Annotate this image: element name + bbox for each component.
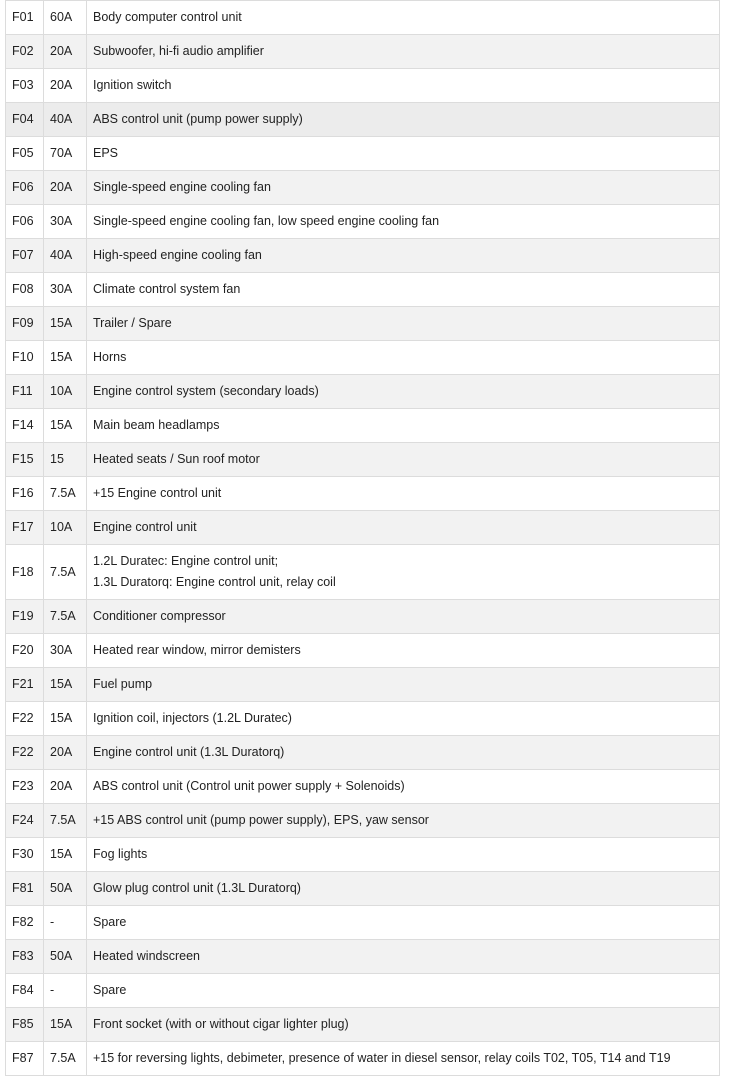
description-cell: [87, 103, 720, 137]
description-line: Heated windscreen: [93, 949, 201, 963]
amperage-cell: 15A: [44, 702, 87, 736]
description-cell: [87, 1008, 720, 1042]
description-cell: [87, 477, 720, 511]
description-cell: [87, 770, 720, 804]
description-line: Body computer control unit: [93, 10, 242, 24]
fuse-id-cell: F11: [6, 375, 44, 409]
description-line: Engine control unit: [93, 520, 197, 534]
amperage-cell: 20A: [44, 736, 87, 770]
table-row: [6, 668, 720, 702]
description-line: EPS: [93, 146, 119, 160]
table-row: [6, 974, 720, 1008]
fuse-id-cell: F24: [6, 804, 44, 838]
fuse-id-cell: F16: [6, 477, 44, 511]
amperage-cell: 15A: [44, 307, 87, 341]
description-line: ABS control unit (pump power supply): [93, 112, 303, 126]
description-cell: [87, 341, 720, 375]
amperage-cell: 30A: [44, 205, 87, 239]
amperage-cell: 20A: [44, 171, 87, 205]
description-line: Front socket (with or without cigar lighter plug): [93, 1017, 349, 1031]
amperage-cell: 20A: [44, 770, 87, 804]
table-row: [6, 341, 720, 375]
description-cell: [87, 1, 720, 35]
description-line: +15 ABS control unit (pump power supply), EPS, yaw sensor: [93, 813, 429, 827]
fuse-id-cell: F06: [6, 171, 44, 205]
fuse-id-cell: F18: [6, 545, 44, 600]
table-row: [6, 511, 720, 545]
description-cell: [87, 375, 720, 409]
amperage-cell: 15A: [44, 1008, 87, 1042]
description-line: Horns: [93, 350, 127, 364]
description-line: Fog lights: [93, 847, 148, 861]
table-row: [6, 600, 720, 634]
amperage-cell: -: [44, 974, 87, 1008]
fuse-id-cell: F07: [6, 239, 44, 273]
fuse-id-cell: F19: [6, 600, 44, 634]
description-cell: [87, 511, 720, 545]
fuse-id-cell: F06: [6, 205, 44, 239]
description-cell: [87, 205, 720, 239]
description-line: Spare: [93, 915, 127, 929]
description-line: 1.3L Duratorq: Engine control unit, relay coil: [93, 575, 336, 589]
description-line: Subwoofer, hi-fi audio amplifier: [93, 44, 264, 58]
description-cell: [87, 906, 720, 940]
description-cell: [87, 137, 720, 171]
description-line: Climate control system fan: [93, 282, 241, 296]
fuse-id-cell: F83: [6, 940, 44, 974]
amperage-cell: 7.5A: [44, 477, 87, 511]
description-cell: [87, 443, 720, 477]
description-line: Single-speed engine cooling fan, low speed engine cooling fan: [93, 214, 440, 228]
table-row: [6, 273, 720, 307]
amperage-cell: 50A: [44, 940, 87, 974]
amperage-cell: 7.5A: [44, 545, 87, 600]
fuse-id-cell: F14: [6, 409, 44, 443]
description-line: Fuel pump: [93, 677, 153, 691]
amperage-cell: -: [44, 906, 87, 940]
description-line: Engine control system (secondary loads): [93, 384, 319, 398]
amperage-cell: 7.5A: [44, 600, 87, 634]
amperage-cell: 60A: [44, 1, 87, 35]
fuse-id-cell: F02: [6, 35, 44, 69]
table-row: [6, 545, 720, 600]
description-line: Single-speed engine cooling fan: [93, 180, 271, 194]
description-line: Conditioner compressor: [93, 609, 226, 623]
fuse-id-cell: F30: [6, 838, 44, 872]
description-line: +15 for reversing lights, debimeter, presence of water in diesel sensor, relay coils T02, T05, T14 and T19: [93, 1051, 671, 1065]
description-cell: [87, 736, 720, 770]
table-row: [6, 171, 720, 205]
fuse-id-cell: F81: [6, 872, 44, 906]
amperage-cell: 15A: [44, 341, 87, 375]
description-cell: [87, 838, 720, 872]
description-line: Trailer / Spare: [93, 316, 172, 330]
amperage-cell: 7.5A: [44, 804, 87, 838]
amperage-cell: 15A: [44, 409, 87, 443]
amperage-cell: 15A: [44, 838, 87, 872]
fuse-table: [5, 0, 720, 1076]
fuse-id-cell: F87: [6, 1042, 44, 1076]
description-cell: [87, 634, 720, 668]
fuse-id-cell: F09: [6, 307, 44, 341]
description-cell: [87, 872, 720, 906]
amperage-cell: 50A: [44, 872, 87, 906]
amperage-cell: 10A: [44, 511, 87, 545]
fuse-id-cell: F21: [6, 668, 44, 702]
table-row: [6, 940, 720, 974]
amperage-cell: 20A: [44, 35, 87, 69]
table-row: [6, 872, 720, 906]
fuse-id-cell: F10: [6, 341, 44, 375]
description-cell: [87, 940, 720, 974]
description-line: +15 Engine control unit: [93, 486, 222, 500]
fuse-id-cell: F84: [6, 974, 44, 1008]
description-cell: [87, 171, 720, 205]
table-row: [6, 1008, 720, 1042]
amperage-cell: 30A: [44, 273, 87, 307]
amperage-cell: 15A: [44, 668, 87, 702]
description-cell: [87, 702, 720, 736]
description-line: 1.2L Duratec: Engine control unit;: [93, 554, 279, 568]
description-line: Ignition switch: [93, 78, 172, 92]
amperage-cell: 40A: [44, 103, 87, 137]
table-row: [6, 239, 720, 273]
fuse-id-cell: F23: [6, 770, 44, 804]
description-cell: [87, 35, 720, 69]
amperage-cell: 30A: [44, 634, 87, 668]
description-cell: [87, 545, 720, 600]
fuse-id-cell: F15: [6, 443, 44, 477]
description-line: Main beam headlamps: [93, 418, 220, 432]
table-row: [6, 804, 720, 838]
table-row: [6, 770, 720, 804]
description-cell: [87, 804, 720, 838]
table-row: [6, 1042, 720, 1076]
table-row: [6, 69, 720, 103]
fuse-id-cell: F08: [6, 273, 44, 307]
description-cell: [87, 409, 720, 443]
fuse-id-cell: F01: [6, 1, 44, 35]
table-row: [6, 906, 720, 940]
description-line: Ignition coil, injectors (1.2L Duratec): [93, 711, 292, 725]
description-cell: [87, 600, 720, 634]
table-row: [6, 409, 720, 443]
table-row: [6, 477, 720, 511]
description-cell: [87, 307, 720, 341]
amperage-cell: 15: [44, 443, 87, 477]
table-row: [6, 702, 720, 736]
description-line: ABS control unit (Control unit power supply + Solenoids): [93, 779, 405, 793]
description-line: High-speed engine cooling fan: [93, 248, 262, 262]
description-line: Glow plug control unit (1.3L Duratorq): [93, 881, 301, 895]
table-row: [6, 35, 720, 69]
amperage-cell: 20A: [44, 69, 87, 103]
fuse-id-cell: F20: [6, 634, 44, 668]
description-cell: [87, 273, 720, 307]
fuse-id-cell: F82: [6, 906, 44, 940]
description-line: Heated rear window, mirror demisters: [93, 643, 301, 657]
description-cell: [87, 69, 720, 103]
fuse-table-body: [6, 1, 720, 1076]
table-row: [6, 443, 720, 477]
description-line: Spare: [93, 983, 127, 997]
table-row: [6, 634, 720, 668]
amperage-cell: 10A: [44, 375, 87, 409]
fuse-id-cell: F03: [6, 69, 44, 103]
description-cell: [87, 1042, 720, 1076]
fuse-id-cell: F22: [6, 702, 44, 736]
description-cell: [87, 668, 720, 702]
fuse-id-cell: F85: [6, 1008, 44, 1042]
description-cell: [87, 239, 720, 273]
amperage-cell: 7.5A: [44, 1042, 87, 1076]
fuse-id-cell: F05: [6, 137, 44, 171]
fuse-id-cell: F04: [6, 103, 44, 137]
table-row: [6, 103, 720, 137]
table-row: [6, 137, 720, 171]
table-row: [6, 1, 720, 35]
table-row: [6, 307, 720, 341]
table-row: [6, 205, 720, 239]
fuse-id-cell: F17: [6, 511, 44, 545]
table-row: [6, 838, 720, 872]
amperage-cell: 40A: [44, 239, 87, 273]
description-line: Engine control unit (1.3L Duratorq): [93, 745, 285, 759]
table-row: [6, 736, 720, 770]
table-row: [6, 375, 720, 409]
description-line: Heated seats / Sun roof motor: [93, 452, 260, 466]
fuse-id-cell: F22: [6, 736, 44, 770]
description-cell: [87, 974, 720, 1008]
amperage-cell: 70A: [44, 137, 87, 171]
